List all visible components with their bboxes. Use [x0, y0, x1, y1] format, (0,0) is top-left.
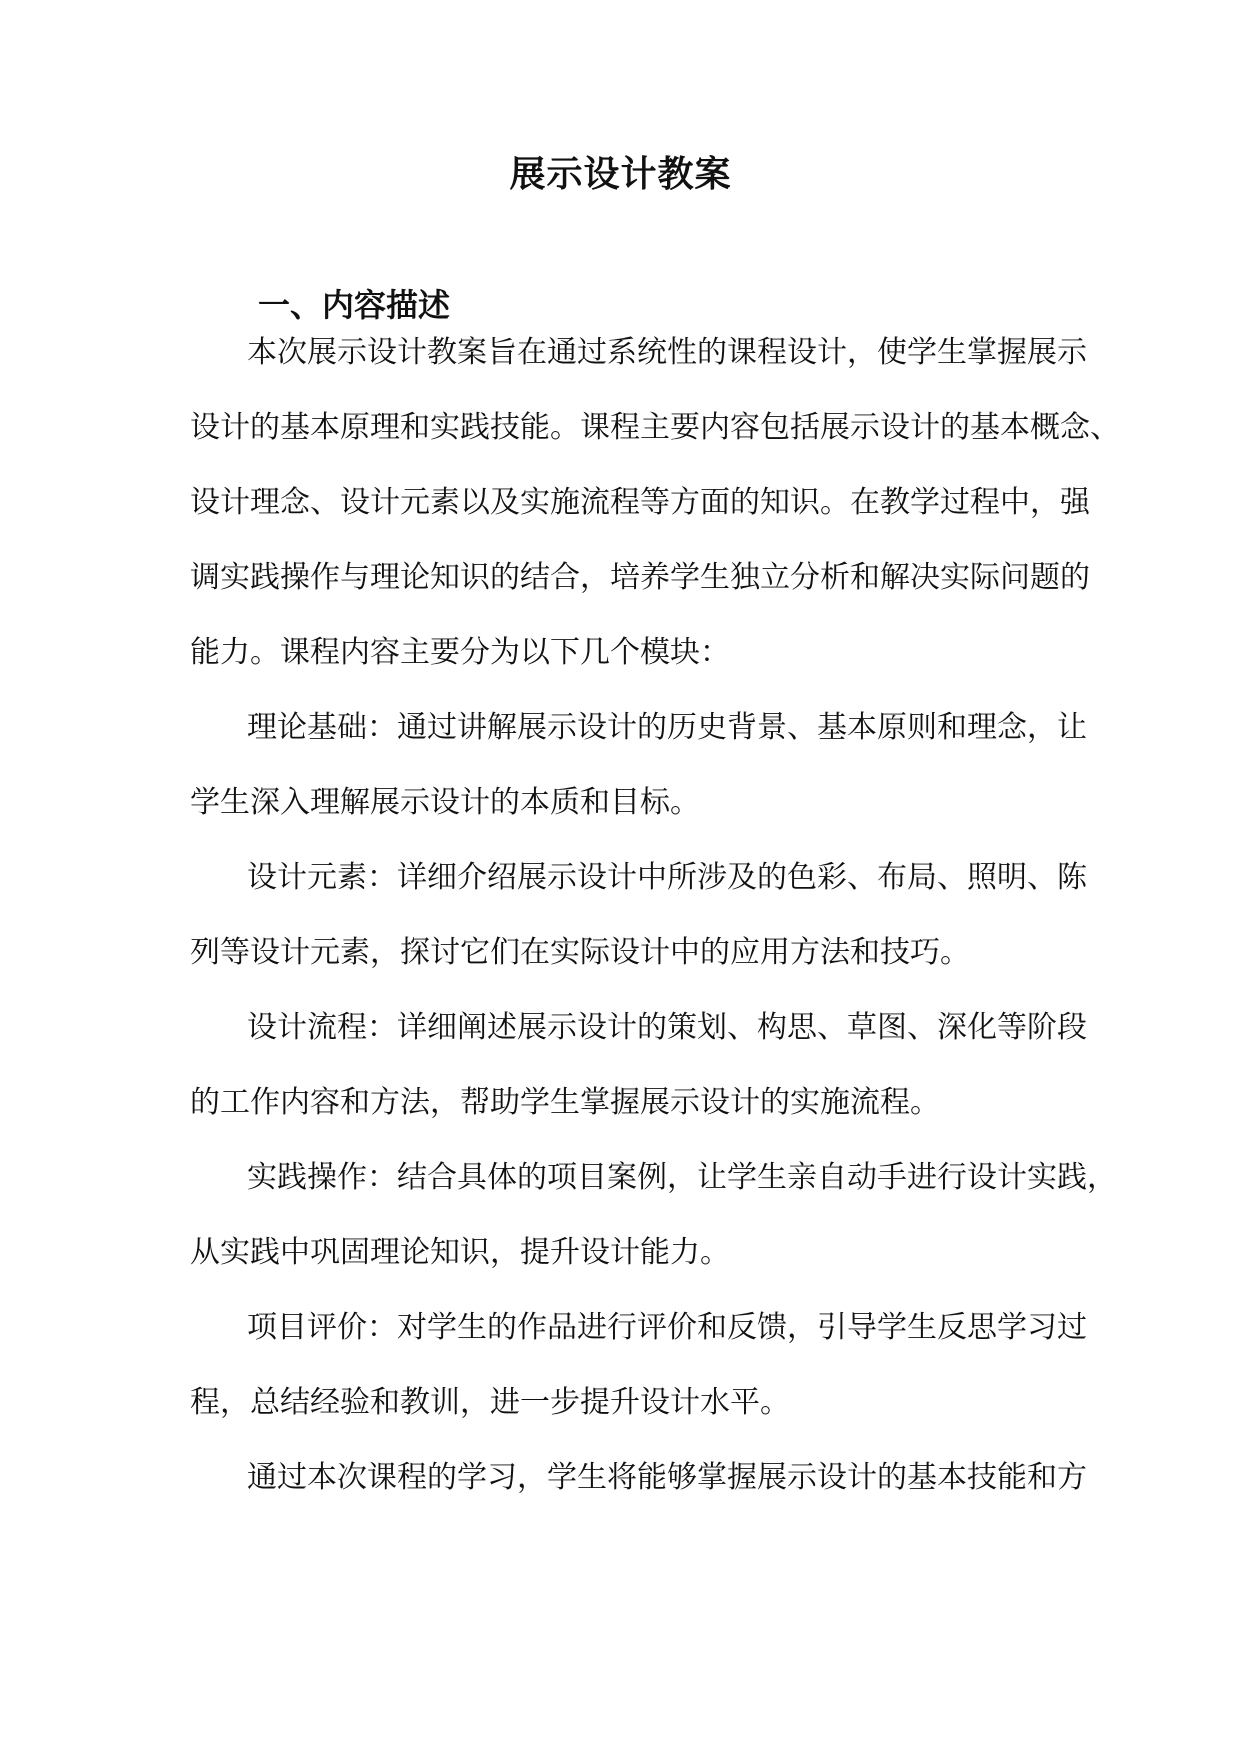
- paragraph-line: 调实践操作与理论知识的结合，培养学生独立分析和解决实际问题的: [190, 560, 1090, 595]
- paragraph-line: 列等设计元素，探讨它们在实际设计中的应用方法和技巧。: [190, 935, 970, 970]
- paragraph-line: 设计流程：详细阐述展示设计的策划、构思、草图、深化等阶段: [247, 1010, 1087, 1045]
- paragraph-line: 理论基础：通过讲解展示设计的历史背景、基本原则和理念，让: [247, 710, 1087, 745]
- paragraph-line: 从实践中巩固理论知识，提升设计能力。: [190, 1235, 730, 1270]
- paragraph-line: 的工作内容和方法，帮助学生掌握展示设计的实施流程。: [190, 1085, 940, 1120]
- document-title: 展示设计教案: [509, 153, 732, 195]
- paragraph-line: 设计的基本原理和实践技能。课程主要内容包括展示设计的基本概念、: [190, 410, 1120, 445]
- paragraph-line: 设计元素：详细介绍展示设计中所涉及的色彩、布局、照明、陈: [247, 860, 1087, 895]
- paragraph-line: 本次展示设计教案旨在通过系统性的课程设计，使学生掌握展示: [247, 335, 1087, 370]
- paragraph-line: 程，总结经验和教训，进一步提升设计水平。: [190, 1385, 790, 1420]
- paragraph-line: 学生深入理解展示设计的本质和目标。: [190, 785, 700, 820]
- section-heading: 一、内容描述: [258, 286, 451, 324]
- paragraph-line: 实践操作：结合具体的项目案例，让学生亲自动手进行设计实践，: [247, 1160, 1117, 1195]
- paragraph-line: 项目评价：对学生的作品进行评价和反馈，引导学生反思学习过: [247, 1310, 1087, 1345]
- paragraph-line: 设计理念、设计元素以及实施流程等方面的知识。在教学过程中，强: [190, 485, 1090, 520]
- paragraph-line: 能力。课程内容主要分为以下几个模块：: [190, 635, 730, 670]
- paragraph-line: 通过本次课程的学习，学生将能够掌握展示设计的基本技能和方: [247, 1460, 1087, 1495]
